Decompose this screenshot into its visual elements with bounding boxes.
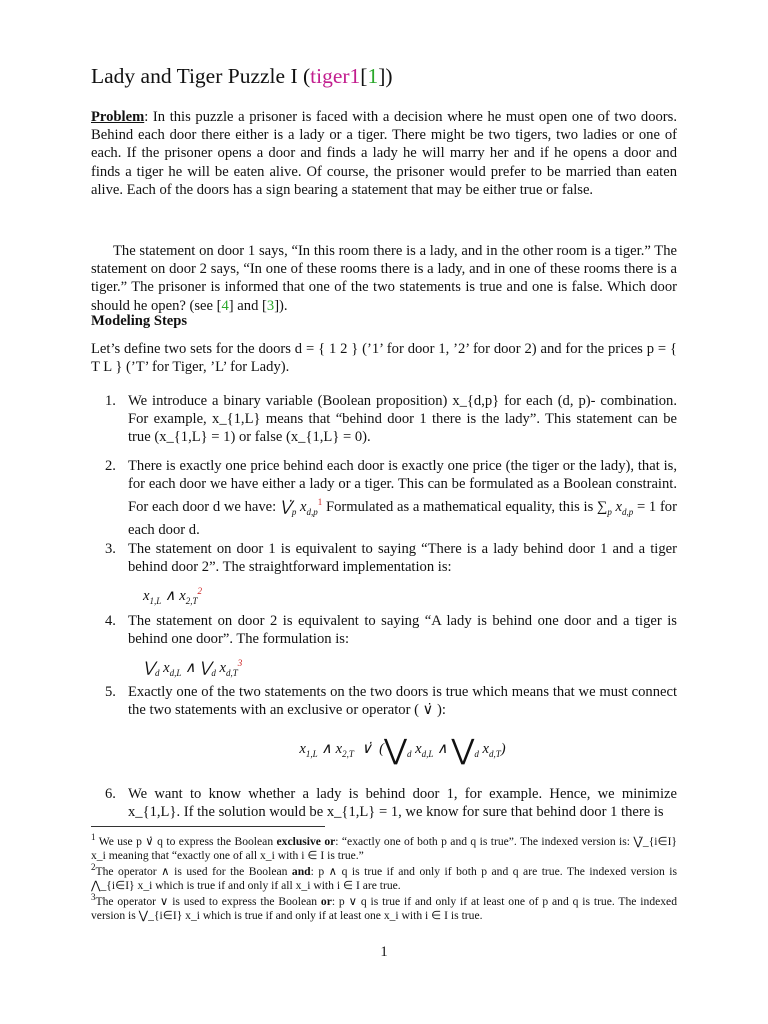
title-tag: tiger1 bbox=[310, 64, 361, 88]
formula: $⋁_d$ $x_{d,L}$ ∧ $⋁_d$ $x_{d,T}^3$ bbox=[143, 658, 243, 678]
footnote: $^1$ We use p ∨̇ q to express the Boolean exclusive or: “exactly one of both p and q is true”. The indexed version is: ⋁̇_{i∈I} x_i meaning that “exactly one of all x_i with i ∈ I is true.” bbox=[91, 832, 677, 863]
page-title: Lady and Tiger Puzzle I (tiger1[1]) bbox=[91, 64, 393, 88]
footnote-mark[interactable]: 1 bbox=[317, 497, 323, 508]
citation-link[interactable]: 4 bbox=[221, 297, 229, 314]
footnote: $^3$The operator ∨ is used to express the Boolean or: p ∨ q is true if and only if at least one of p and q is true. The indexed version is ⋁_{i∈I} x_i which is true if and only if at least one x_i with i ∈ I is true. bbox=[91, 892, 677, 923]
section-heading: Modeling Steps bbox=[91, 313, 188, 329]
footnote-rule bbox=[91, 826, 325, 827]
footnote-mark[interactable]: 2 bbox=[197, 586, 202, 596]
statement-paragraph: The statement on door 1 says, “In this room there is a lady, and in the other room is a tiger.” The statement on door 2 says, “In one of these rooms there is a lady, and in one of these rooms there is a tiger.” The prisoner is informed that one of the two statements is true and one is false. Which door should he open? (see [4] and [3]). bbox=[91, 243, 677, 314]
page-number: 1 bbox=[380, 944, 388, 960]
footnote: $^2$The operator ∧ is used for the Boolean and: p ∧ q is true if and only if both p and q are true. The indexed version is ⋀_{i∈I} x_i which is true if and only if all x_i with i ∈ I are true. bbox=[91, 862, 677, 893]
citation-link[interactable]: 3 bbox=[266, 297, 275, 314]
footnote-mark[interactable]: 3 bbox=[237, 658, 243, 668]
title-citation[interactable]: 1 bbox=[367, 64, 379, 88]
display-formula: $x_{1,L}$ ∧ $x_{2,T}$ ∨̇ ($⋁_d$ $x_{d,L}$ ∧ $⋁_d$ $x_{d,T}$) bbox=[299, 735, 506, 766]
problem-label: Problem bbox=[91, 109, 145, 125]
formula: $x_{1,L}$ ∧ $x_{2,T}^2$ bbox=[143, 586, 202, 606]
problem-paragraph: Problem: In this puzzle a prisoner is faced with a decision where he must open one of two doors. Behind each door there either is a lady or a tiger. There might be two tigers, two ladies or one of each. If the prisoner opens a door and finds a lady he will marry her and if he opens a door and finds a tiger he will be eaten alive. Of course, the prisoner would prefer to be married than eaten alive. Each of the doors has a sign bearing a statement that may be either true or false. bbox=[91, 109, 677, 198]
modeling-intro: Let’s define two sets for the doors d = { 1 2 } (’1’ for door 1, ’2’ for door 2) and for the prices p = { T L } (’T’ for Tiger, ’L’ for Lady). bbox=[91, 341, 677, 376]
